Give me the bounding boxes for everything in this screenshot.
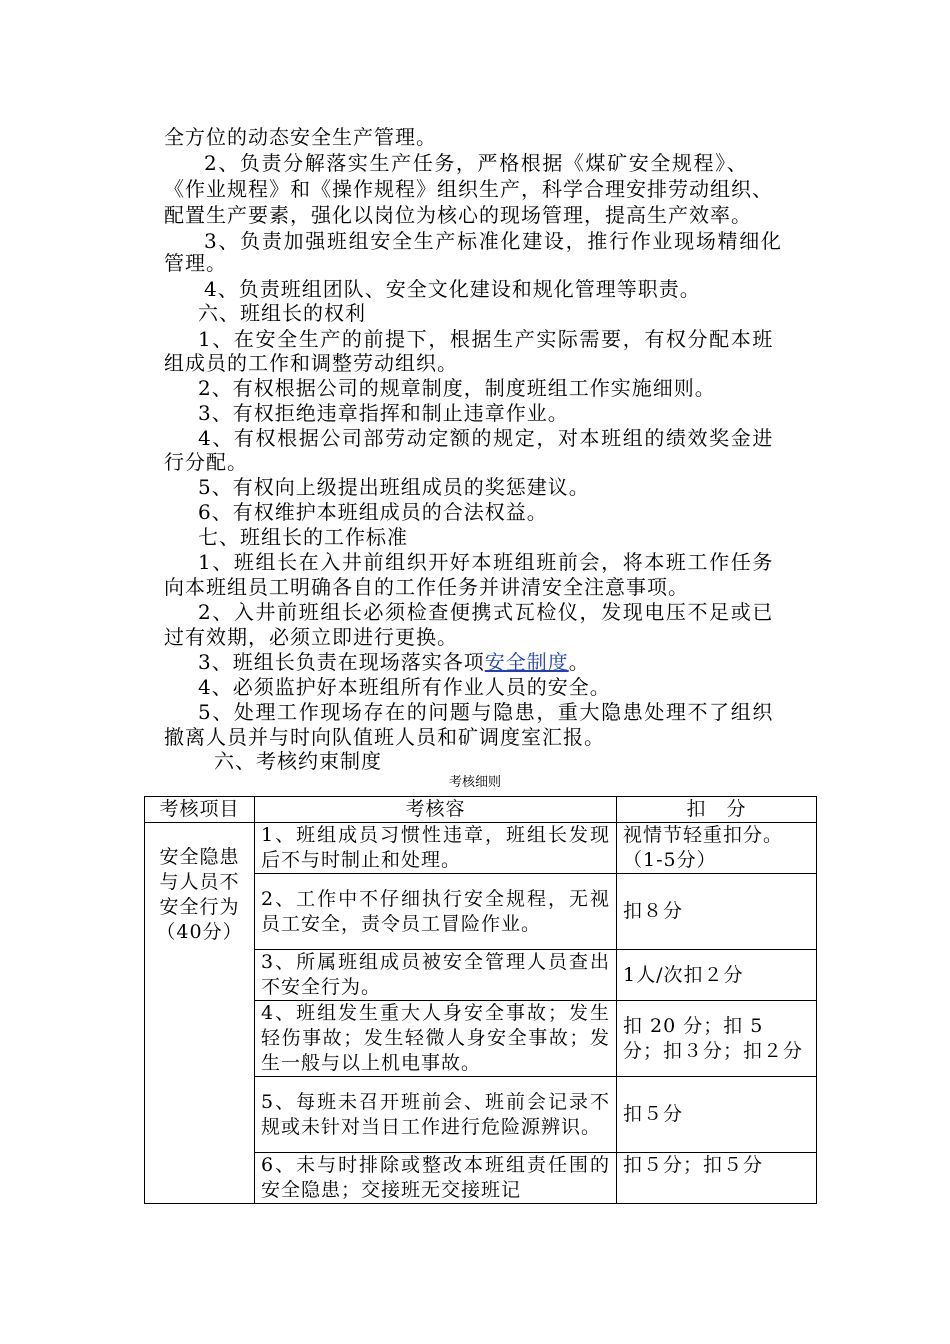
- section-heading: 六、班组长的权利: [198, 301, 366, 325]
- paragraph-line: 1、班组长在入井前组织开好本班组班前会，将本班工作任务: [198, 550, 774, 574]
- paragraph-line: 1、在安全生产的前提下，根据生产实际需要，有权分配本班: [198, 327, 774, 351]
- paragraph-line: 5、有权向上级提出班组成员的奖惩建议。: [198, 475, 590, 499]
- paragraph-line: 组成员的工作和调整劳动组织。: [164, 351, 458, 375]
- paragraph-line: 2、负责分解落实生产任务，严格根据《煤矿安全规程》、: [204, 151, 749, 175]
- paragraph-line: 全方位的动态安全生产管理。: [164, 125, 437, 149]
- paragraph-line: 4、有权根据公司部劳动定额的规定，对本班组的绩效奖金进: [198, 426, 774, 450]
- paragraph-line: 过有效期，必须立即进行更换。: [164, 625, 458, 649]
- paragraph-line: 行分配。: [164, 450, 248, 474]
- paragraph-text: 3、班组长负责在现场落实各项: [198, 650, 485, 674]
- content-cell: 4、班组发生重大人身安全事故；发生轻伤事故；发生轻微人身安全事故；发生一般与以上机电事故。: [255, 1001, 617, 1077]
- paragraph-line: 3、负责加强班组安全生产标准化建设，推行作业现场精细化: [204, 229, 783, 253]
- paragraph-line: [198, 649, 590, 675]
- paragraph-line: 向本班组员工明确各自的工作任务并讲清安全注意事项。: [164, 575, 689, 599]
- paragraph-line: 3、有权拒绝违章指挥和制止违章作业。: [198, 401, 569, 425]
- score-cell: 1人/次扣２分: [617, 950, 817, 1001]
- score-cell: 扣５分；扣５分: [617, 1153, 817, 1204]
- table-header-row: [145, 797, 817, 823]
- section-heading: 六、考核约束制度: [214, 749, 382, 773]
- paragraph-line: 《作业规程》和《操作规程》组织生产，科学合理安排劳动组织、: [164, 177, 773, 201]
- paragraph-line: 撤离人员并与时向队值班人员和矿调度室汇报。: [164, 725, 605, 749]
- safety-rules-link[interactable]: 安全制度: [484, 650, 569, 674]
- table-row: [145, 823, 817, 874]
- content-cell: 6、未与时排除或整改本班组责任围的安全隐患；交接班无交接班记: [255, 1153, 617, 1204]
- paragraph-line: 配置生产要素，强化以岗位为核心的现场管理，提高生产效率。: [164, 203, 752, 227]
- column-header: 扣 分: [617, 797, 817, 823]
- column-header: 考核项目: [145, 797, 255, 823]
- paragraph-text: 。: [568, 650, 590, 674]
- content-cell: 2、工作中不仔细执行安全规程，无视员工安全，责令员工冒险作业。: [255, 874, 617, 950]
- content-cell: 5、每班未召开班前会、班前会记录不规或未针对当日工作进行危险源辨识。: [255, 1077, 617, 1153]
- paragraph-line: 2、有权根据公司的规章制度，制度班组工作实施细则。: [198, 376, 716, 400]
- category-cell: 安全隐患与人员不安全行为（40分）: [145, 823, 255, 1204]
- score-cell: 扣 20 分；扣 5 分；扣３分；扣２分: [617, 1001, 817, 1077]
- score-cell: 视情节轻重扣分。（1-5分）: [617, 823, 817, 874]
- paragraph-line: 4、负责班组团队、安全文化建设和规化管理等职责。: [204, 277, 701, 301]
- column-header: 考核容: [255, 797, 617, 823]
- content-cell: 3、所属班组成员被安全管理人员查出不安全行为。: [255, 950, 617, 1001]
- content-cell: 1、班组成员习惯性违章，班组长发现后不与时制止和处理。: [255, 823, 617, 874]
- paragraph-line: 2、入井前班组长必须检查便携式瓦检仪，发现电压不足或已: [198, 600, 774, 624]
- paragraph-line: 6、有权维护本班组成员的合法权益。: [198, 500, 548, 524]
- score-cell: 扣８分: [617, 874, 817, 950]
- table-caption: 考核细则: [448, 775, 501, 790]
- paragraph-line: 管理。: [164, 251, 227, 275]
- paragraph-line: 5、处理工作现场存在的问题与隐患，重大隐患处理不了组织: [198, 700, 774, 724]
- assessment-table: [144, 796, 817, 1204]
- score-cell: 扣５分: [617, 1077, 817, 1153]
- section-heading: 七、班组长的工作标准: [198, 525, 408, 549]
- paragraph-line: 4、必须监护好本班组所有作业人员的安全。: [198, 675, 611, 699]
